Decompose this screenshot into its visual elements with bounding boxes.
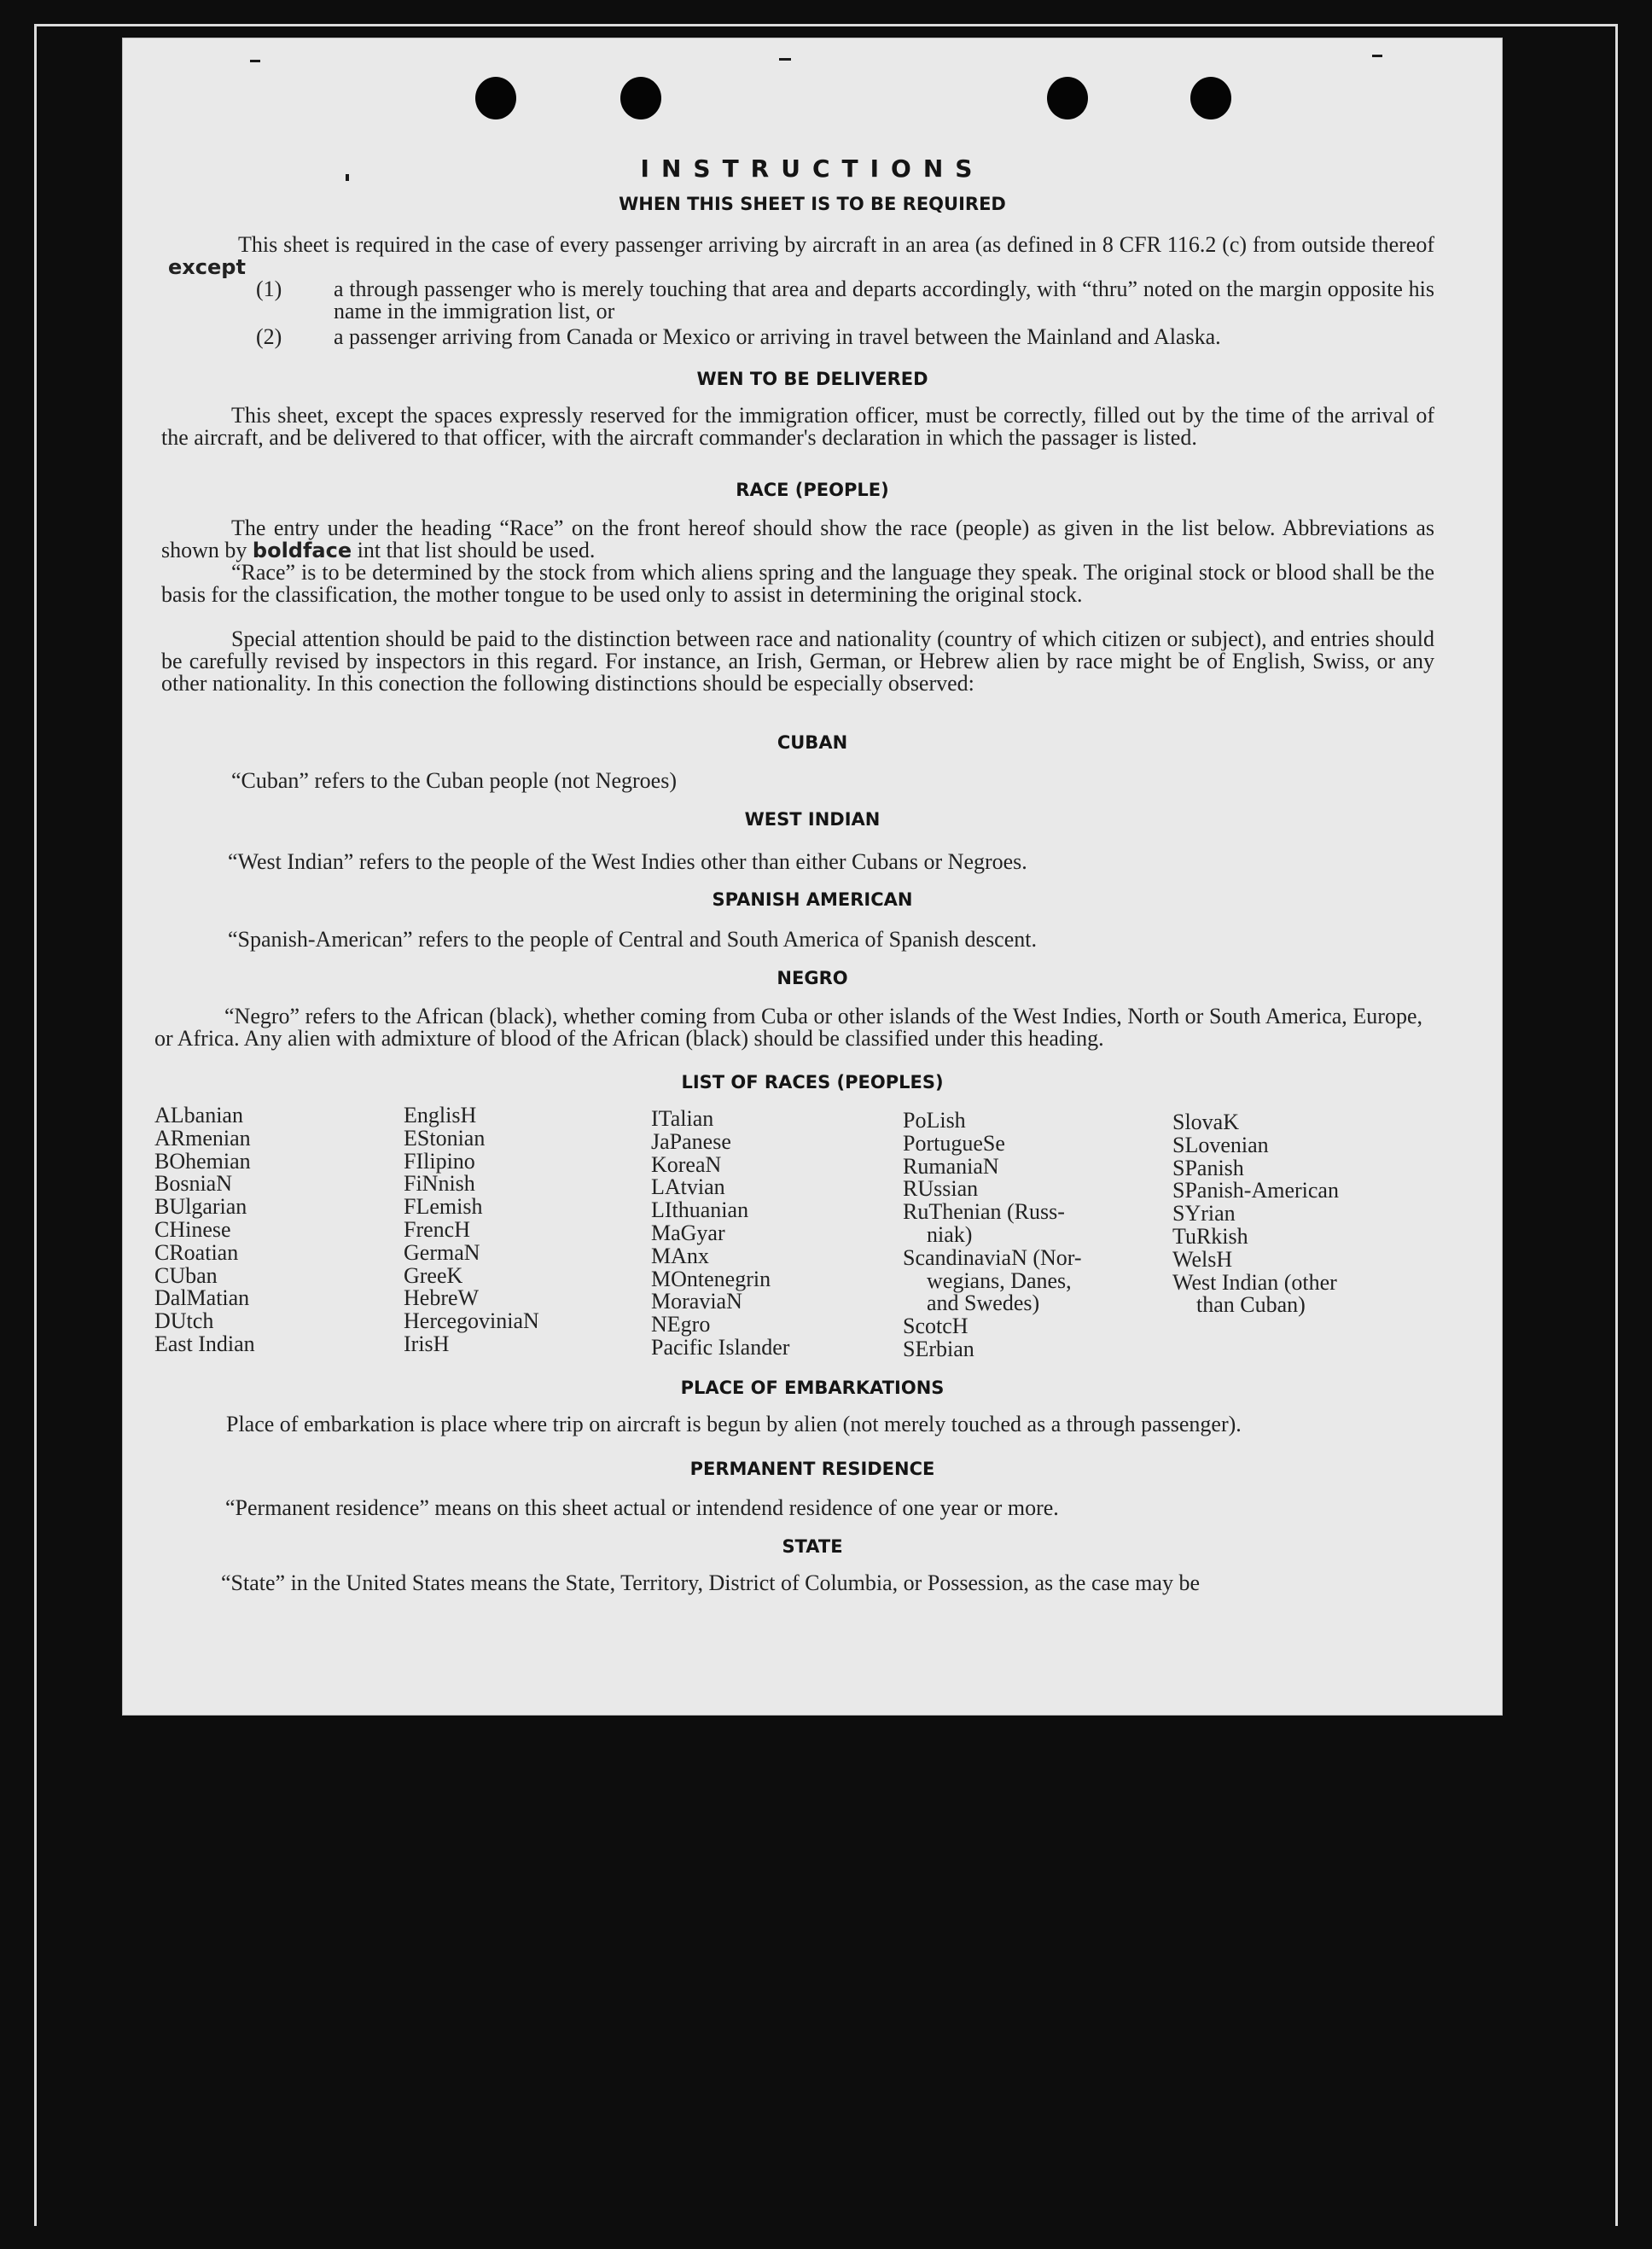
permanent-residence-text: “Permanent residence” means on this sheet actual or intendend residence of one year or more. bbox=[225, 1495, 1059, 1520]
when-required-text bbox=[168, 234, 1434, 278]
race-entry-continued: and Swedes) bbox=[927, 1291, 1040, 1316]
heading-race: RACE (PEOPLE) bbox=[736, 480, 889, 500]
race-entry: ALbanian bbox=[154, 1103, 243, 1127]
race-entry: PortugueSe bbox=[903, 1130, 1005, 1156]
race-entry: RUssian bbox=[903, 1176, 979, 1202]
race-paragraph-3: Special attention should be paid to the distinction between race and nationality (country of which citizen or subject), and entries should be carefully revised by inspectors in this regard. For instance, an Irish, German, or Hebrew alien by race might be of English, Swiss, or any other nationality. In this conection the following distinctions should be especially observed: bbox=[161, 626, 1434, 696]
west-indian-text: “West Indian” refers to the people of the West Indies other than either Cubans or Negroes. bbox=[228, 849, 1027, 874]
races-column-2 bbox=[404, 1104, 539, 1356]
exception-item-1-text: a through passenger who is merely touching that area and departs accordingly, with “thru” noted on the margin opposite his name in the immigration list, or bbox=[334, 277, 1434, 323]
race-paragraph-2: “Race” is to be determined by the stock from which aliens spring and the language they speak. The original stock or blood shall be the basis for the classification, the mother tongue to be used only to assist in determining the original stock. bbox=[161, 560, 1434, 607]
race-entry: GermaN bbox=[404, 1239, 480, 1265]
spanish-american-text: “Spanish-American” refers to the people of Central and South America of Spanish descent. bbox=[228, 927, 1037, 952]
document-sheet bbox=[122, 38, 1503, 1716]
race-entry: HercegoviniaN bbox=[404, 1308, 539, 1334]
race-entry: EnglisH bbox=[404, 1103, 477, 1127]
race-entry: DalMatian bbox=[154, 1285, 250, 1311]
race-entry: West Indian (other bbox=[1172, 1269, 1337, 1295]
race-entry-continued: niak) bbox=[927, 1221, 973, 1247]
race-entry: MaGyar bbox=[651, 1220, 725, 1245]
heading-spanish-american: SPANISH AMERICAN bbox=[712, 889, 913, 910]
race-entry: BosniaN bbox=[154, 1171, 232, 1197]
race-entry: PoLish bbox=[903, 1108, 966, 1133]
speck bbox=[250, 60, 260, 62]
heading-west-indian: WEST INDIAN bbox=[744, 809, 881, 830]
race-entry: IrisH bbox=[404, 1331, 450, 1356]
race-entry: RumaniaN bbox=[903, 1153, 999, 1179]
race-entry: FrencH bbox=[404, 1216, 470, 1242]
when-delivered-text: This sheet, except the spaces expressly reserved for the immigration officer, must be correctly, filled out by the time of the arrival of the aircraft, and be delivered to that officer, with the aircraft commander's declaration in which the passager is listed. bbox=[161, 403, 1434, 450]
race-entry: FIlipino bbox=[404, 1148, 475, 1174]
race-entry: ITalian bbox=[651, 1106, 714, 1131]
race-entry: JaPanese bbox=[651, 1128, 731, 1154]
heading-embarkation: PLACE OF EMBARKATIONS bbox=[680, 1378, 945, 1398]
punch-hole bbox=[1047, 77, 1088, 119]
race-entry: ARmenian bbox=[154, 1125, 251, 1151]
heading-permanent-residence: PERMANENT RESIDENCE bbox=[689, 1459, 935, 1479]
race-entry: LAtvian bbox=[651, 1174, 725, 1200]
race-entry: KoreaN bbox=[651, 1151, 722, 1177]
race-entry: Pacific Islander bbox=[651, 1334, 790, 1360]
speck bbox=[779, 58, 791, 61]
embarkation-text: Place of embarkation is place where trip on aircraft is begun by alien (not merely touched as a through passenger). bbox=[226, 1412, 1242, 1436]
race-entry-continued: than Cuban) bbox=[1196, 1292, 1306, 1318]
race-entry: SErbian bbox=[903, 1336, 974, 1361]
race-p1-start: The entry under the heading “Race” on the front hereof should show the race (people) as given in the list below. Abbreviations as shown by bbox=[161, 516, 1434, 562]
races-column-1 bbox=[154, 1104, 255, 1356]
race-entry: CUban bbox=[154, 1262, 218, 1288]
heading-state: STATE bbox=[782, 1536, 843, 1557]
race-entry: SPanish-American bbox=[1172, 1178, 1339, 1203]
state-text: “State” in the United States means the State, Territory, District of Columbia, or Possession, as the case may be bbox=[221, 1570, 1200, 1595]
heading-when-required: WHEN THIS SHEET IS TO BE REQUIRED bbox=[619, 194, 1006, 214]
race-entry: DUtch bbox=[154, 1308, 214, 1334]
page-title: INSTRUCTIONS bbox=[640, 154, 985, 183]
heading-negro: NEGRO bbox=[777, 968, 848, 988]
race-entry: FLemish bbox=[404, 1194, 483, 1220]
race-entry: ScotcH bbox=[903, 1314, 969, 1339]
race-entry: CHinese bbox=[154, 1216, 231, 1242]
race-entry: LIthuanian bbox=[651, 1197, 749, 1223]
heading-when-delivered: WEN TO BE DELIVERED bbox=[696, 369, 928, 389]
race-entry: East Indian bbox=[154, 1331, 255, 1356]
race-entry-continued: wegians, Danes, bbox=[927, 1267, 1072, 1293]
race-entry: BUlgarian bbox=[154, 1194, 247, 1220]
negro-text: “Negro” refers to the African (black), whether coming from Cuba or other islands of the West Indies, North or South America, Europe, or Africa. Any alien with admixture of blood of the African (black) should be classified under this heading. bbox=[154, 1004, 1422, 1051]
cuban-text: “Cuban” refers to the Cuban people (not Negroes) bbox=[231, 768, 677, 793]
race-entry: MoraviaN bbox=[651, 1289, 742, 1314]
punch-hole bbox=[620, 77, 661, 119]
race-entry: ScandinaviaN (Nor- bbox=[903, 1244, 1082, 1270]
race-entry: CRoatian bbox=[154, 1239, 239, 1265]
race-entry: SYrian bbox=[1172, 1201, 1236, 1226]
races-column-5 bbox=[1172, 1111, 1339, 1317]
race-entry: BOhemian bbox=[154, 1148, 251, 1174]
races-column-3 bbox=[651, 1108, 789, 1360]
race-entry: HebreW bbox=[404, 1285, 480, 1311]
exception-item-2-num: (2) bbox=[256, 324, 282, 349]
except-bold: except bbox=[168, 255, 246, 279]
race-paragraph-1 bbox=[161, 517, 1434, 562]
race-entry: EStonian bbox=[404, 1125, 486, 1151]
race-entry: MAnx bbox=[651, 1243, 709, 1268]
boldface-bold: boldface bbox=[252, 539, 352, 562]
race-entry: WelsH bbox=[1172, 1246, 1233, 1272]
exception-item-1-num: (1) bbox=[256, 277, 282, 301]
races-column-4 bbox=[903, 1110, 1082, 1361]
punch-hole bbox=[1190, 77, 1231, 119]
race-entry: GreeK bbox=[404, 1262, 463, 1288]
speck bbox=[1372, 55, 1382, 57]
frame-line-top bbox=[34, 24, 1618, 26]
race-entry: SLovenian bbox=[1172, 1132, 1269, 1157]
frame-line-left bbox=[34, 24, 37, 2226]
race-entry: NEgro bbox=[651, 1312, 711, 1337]
exception-item-2-text: a passenger arriving from Canada or Mexico or arriving in travel between the Mainland and Alaska. bbox=[334, 324, 1221, 349]
race-entry: MOntenegrin bbox=[651, 1266, 771, 1291]
when-required-text-main: This sheet is required in the case of every passenger arriving by aircraft in an area (as defined in 8 CFR 116.2 (c) from outside thereof bbox=[238, 232, 1434, 257]
frame-line-right bbox=[1615, 24, 1618, 2226]
race-entry: RuThenian (Russ- bbox=[903, 1199, 1065, 1225]
race-entry: SPanish bbox=[1172, 1155, 1244, 1180]
punch-hole bbox=[475, 77, 516, 119]
race-entry: FiNnish bbox=[404, 1171, 475, 1197]
heading-cuban: CUBAN bbox=[777, 732, 848, 753]
race-entry: SlovaK bbox=[1172, 1110, 1239, 1134]
heading-list-of-races: LIST OF RACES (PEOPLES) bbox=[681, 1072, 944, 1092]
race-p1-end: int that list should be used. bbox=[352, 538, 596, 562]
race-entry: TuRkish bbox=[1172, 1223, 1248, 1249]
